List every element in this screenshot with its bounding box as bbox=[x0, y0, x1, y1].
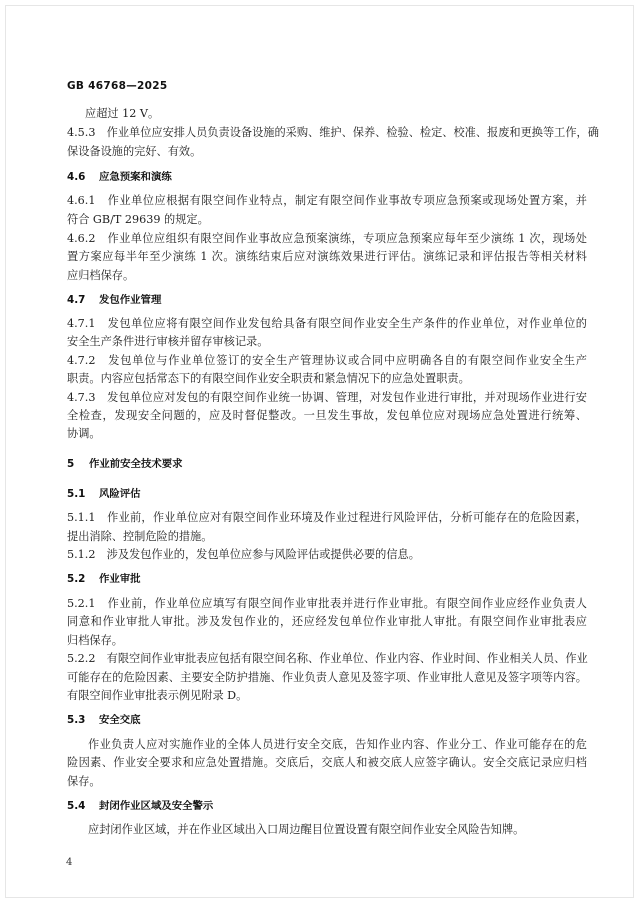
text-line: 应归档保存。 bbox=[67, 269, 135, 282]
text-line: 职责。内容应包括常态下的有限空间作业安全职责和紧急情况下的应急处置职责。 bbox=[67, 372, 470, 385]
clause-4-7-2: 4.7.2 发包单位与作业单位签订的安全生产管理协议或合同中应明确各自的有限空间作业安全生产 bbox=[67, 354, 587, 367]
text-line: 有限空间作业审批表示例见附录 D。 bbox=[67, 689, 248, 702]
clause-4-5-3: 4.5.3 作业单位应安排人员负责设备设施的采购、维护、保养、检验、检定、校准、报废和更换等工作，确 bbox=[67, 126, 599, 139]
clause-5-1-1: 5.1.1 作业前，作业单位应对有限空间作业环境及作业过程进行风险评估，分析可能存在的危险因素， bbox=[67, 511, 587, 524]
text-line: 保存。 bbox=[67, 775, 101, 788]
clause-4-7-1: 4.7.1 发包单位应将有限空间作业发包给具备有限空间作业安全生产条件的作业单位，对作业单位的 bbox=[67, 317, 587, 330]
clause-4-6-1: 4.6.1 作业单位应根据有限空间作业特点，制定有限空间作业事故专项应急预案或现场处置方案，并 bbox=[67, 194, 587, 207]
clause-5-2-2: 5.2.2 有限空间作业审批表应包括有限空间名称、作业单位、作业内容、作业时间、作业相关人员、作业 bbox=[67, 652, 588, 665]
standard-number: GB 46768—2025 bbox=[67, 80, 168, 92]
clause-5-2-1: 5.2.1 作业前，作业单位应填写有限空间作业审批表并进行作业审批。有限空间作业应经作业负责人 bbox=[67, 597, 587, 610]
heading-5-2: 5.2 作业审批 bbox=[67, 573, 141, 585]
heading-4-7: 4.7 发包作业管理 bbox=[67, 294, 162, 306]
heading-5-3: 5.3 安全交底 bbox=[67, 714, 141, 726]
clause-5-1-2: 5.1.2 涉及发包作业的，发包单位应参与风险评估或提供必要的信息。 bbox=[67, 548, 420, 561]
text-line: 可能存在的危险因素、主要安全防护措施、作业负责人意见及签字项、作业审批人意见及签字项等内容。 bbox=[67, 671, 587, 684]
heading-5-1: 5.1 风险评估 bbox=[67, 488, 141, 500]
text-line: 提出消除、控制危险的措施。 bbox=[67, 530, 213, 543]
text-line: 保设备设施的完好、有效。 bbox=[67, 145, 202, 158]
heading-5: 5 作业前安全技术要求 bbox=[67, 458, 183, 470]
section-5-4-text: 应封闭作业区域，并在作业区域出入口周边醒目位置设置有限空间作业安全风险告知牌。 bbox=[88, 823, 525, 836]
heading-5-4: 5.4 封闭作业区域及安全警示 bbox=[67, 800, 214, 812]
text-line: 险因素、作业安全要求和应急处置措施。交底后，交底人和被交底人应签字确认。安全交底记录应归档 bbox=[67, 756, 587, 769]
text-line: 全检查，发现安全问题的，应及时督促整改。一旦发生事故，发包单位应对现场应急处置进行统筹、 bbox=[67, 409, 587, 422]
text-line: 安全生产条件进行审核并留存审核记录。 bbox=[67, 335, 269, 348]
text-line: 符合 GB/T 29639 的规定。 bbox=[67, 213, 209, 226]
text-line: 应超过 12 V。 bbox=[85, 107, 160, 120]
text-line: 归档保存。 bbox=[67, 634, 123, 647]
page-number: 4 bbox=[66, 857, 73, 868]
clause-4-6-2: 4.6.2 作业单位应组织有限空间作业事故应急预案演练，专项应急预案应每年至少演练 1 次，现场处 bbox=[67, 232, 587, 245]
heading-4-6: 4.6 应急预案和演练 bbox=[67, 171, 172, 183]
section-5-3-text: 作业负责人应对实施作业的全体人员进行安全交底，告知作业内容、作业分工、作业可能存在的危 bbox=[88, 738, 587, 751]
clause-4-7-3: 4.7.3 发包单位应对发包的有限空间作业统一协调、管理，对发包作业进行审批，并对现场作业进行安 bbox=[67, 391, 587, 404]
text-line: 协调。 bbox=[67, 427, 101, 440]
text-line: 同意和作业审批人审批。涉及发包作业的，还应经发包单位作业审批人审批。有限空间作业审批表应 bbox=[67, 615, 587, 628]
text-line: 置方案应每半年至少演练 1 次。演练结束后应对演练效果进行评估。演练记录和评估报告等相关材料 bbox=[67, 250, 587, 263]
